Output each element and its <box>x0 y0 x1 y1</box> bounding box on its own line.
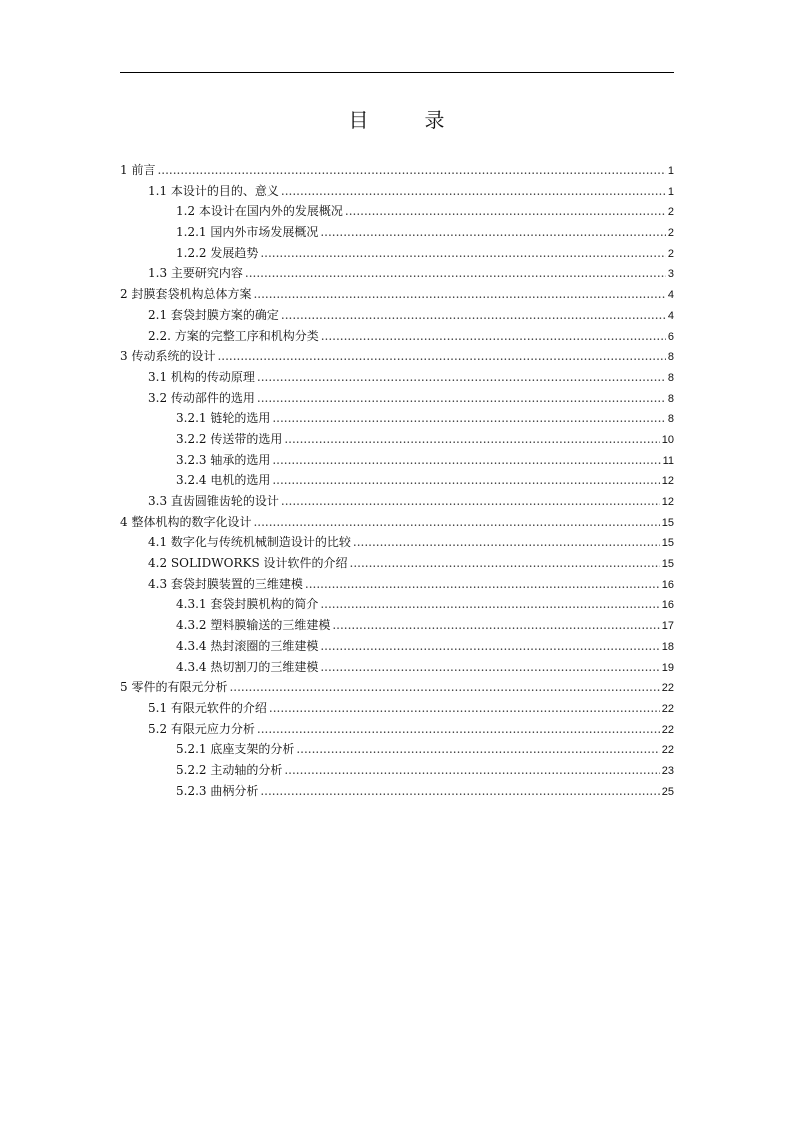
toc-entry-label: 3.2.3 轴承的选用 <box>176 452 271 467</box>
toc-entry-label: 2.1 套袋封膜方案的确定 <box>148 307 279 322</box>
toc-entry-label: 3.2.1 链轮的选用 <box>176 411 271 426</box>
toc-entry[interactable] <box>120 532 674 553</box>
toc-entry-label: 4 整体机构的数字化设计 <box>120 514 252 529</box>
toc-dot-leader <box>272 470 659 491</box>
toc-dot-leader <box>157 160 665 181</box>
toc-dot-leader <box>284 429 659 450</box>
toc-dot-leader <box>320 636 659 657</box>
toc-entry[interactable] <box>120 657 674 678</box>
toc-dot-leader <box>229 677 659 698</box>
toc-dot-leader <box>281 491 660 512</box>
toc-entry-page-number: 18 <box>661 640 674 653</box>
toc-entry[interactable] <box>120 450 674 471</box>
toc-entry-label: 5 零件的有限元分析 <box>120 680 228 695</box>
toc-entry-label: 1 前言 <box>120 163 156 177</box>
header-rule <box>120 72 674 73</box>
toc-entry[interactable] <box>120 222 674 243</box>
toc-entry[interactable] <box>120 346 674 367</box>
toc-entry[interactable] <box>120 429 674 450</box>
toc-entry[interactable] <box>120 367 674 388</box>
toc-entry-label: 5.2.2 主动轴的分析 <box>176 762 283 777</box>
toc-entry-page-number: 23 <box>661 764 674 777</box>
toc-entry-page-number: 8 <box>667 392 674 405</box>
toc-entry[interactable] <box>120 553 674 574</box>
toc-entry[interactable] <box>120 181 674 202</box>
toc-entry-page-number: 1 <box>667 185 674 198</box>
toc-entry-page-number: 12 <box>661 496 674 508</box>
toc-entry-page-number: 11 <box>662 454 674 467</box>
toc-dot-leader <box>350 553 660 574</box>
toc-entry[interactable] <box>120 408 674 429</box>
toc-entry[interactable] <box>120 470 674 491</box>
toc-entry-label: 5.2 有限元应力分析 <box>148 721 255 736</box>
toc-dot-leader <box>296 739 659 760</box>
toc-entry-label: 2 封膜套袋机构总体方案 <box>120 287 252 302</box>
toc-dot-leader <box>332 615 659 636</box>
toc-dot-leader <box>253 284 665 305</box>
toc-entry-label: 1.3 主要研究内容 <box>148 266 243 281</box>
toc-dot-leader <box>260 781 659 802</box>
toc-entry-label: 4.3.4 热切割刀的三维建模 <box>176 659 319 674</box>
toc-entry[interactable] <box>120 574 674 595</box>
toc-entry-page-number: 8 <box>667 351 674 364</box>
toc-entry-page-number: 1 <box>667 165 674 177</box>
toc-entry-page-number: 15 <box>661 558 674 571</box>
toc-entry[interactable] <box>120 760 674 781</box>
toc-dot-leader <box>217 346 665 367</box>
toc-entry-label: 4.2 SOLIDWORKS 设计软件的介绍 <box>148 556 348 571</box>
toc-entry[interactable] <box>120 326 674 347</box>
toc-dot-leader <box>272 408 666 429</box>
toc-entry-page-number: 8 <box>667 413 674 426</box>
toc-entry[interactable] <box>120 284 674 305</box>
toc-entry-label: 1.1 本设计的目的、意义 <box>148 183 279 198</box>
toc-entry-page-number: 12 <box>661 475 674 488</box>
toc-entry-label: 4.3 套袋封膜装置的三维建模 <box>148 576 303 591</box>
toc-entry[interactable] <box>120 243 674 264</box>
toc-entry-label: 4.1 数字化与传统机械制造设计的比较 <box>148 535 351 550</box>
toc-entry-label: 3.2.4 电机的选用 <box>176 473 271 488</box>
toc-dot-leader <box>269 698 660 719</box>
toc-entry-page-number: 15 <box>661 516 674 529</box>
toc-entry[interactable] <box>120 594 674 615</box>
toc-entry[interactable] <box>120 677 674 698</box>
toc-dot-leader <box>345 201 666 222</box>
toc-entry[interactable] <box>120 698 674 719</box>
toc-entry[interactable] <box>120 263 674 284</box>
toc-entry-label: 3.2 传动部件的选用 <box>148 390 255 405</box>
toc-entry[interactable] <box>120 305 674 326</box>
toc-dot-leader <box>257 367 666 388</box>
toc-entry[interactable] <box>120 512 674 533</box>
toc-dot-leader <box>320 657 659 678</box>
toc-dot-leader <box>257 388 666 409</box>
toc-entry-page-number: 3 <box>667 268 674 281</box>
toc-entry[interactable] <box>120 615 674 636</box>
toc-entry-page-number: 16 <box>661 578 674 591</box>
toc-entry-label: 4.3.1 套袋封膜机构的简介 <box>176 597 319 612</box>
toc-entry-label: 3 传动系统的设计 <box>120 349 216 364</box>
toc-entry[interactable] <box>120 739 674 760</box>
toc-entry-label: 3.1 机构的传动原理 <box>148 369 255 384</box>
toc-entry-page-number: 19 <box>661 661 674 674</box>
toc-entry-page-number: 4 <box>667 309 674 322</box>
toc-entry[interactable] <box>120 719 674 740</box>
toc-dot-leader <box>320 222 666 243</box>
toc-entry-page-number: 25 <box>661 785 674 798</box>
toc-entry-page-number: 2 <box>667 247 674 260</box>
toc-entry-page-number: 10 <box>661 433 674 446</box>
toc-entry-label: 3.3 直齿圆锥齿轮的设计 <box>148 494 279 508</box>
toc-dot-leader <box>260 243 666 264</box>
toc-dot-leader <box>320 594 659 615</box>
toc-entry-label: 5.2.1 底座支架的分析 <box>176 742 295 757</box>
toc-entry-page-number: 22 <box>661 723 674 736</box>
toc-entry-label: 4.3.4 热封滚圈的三维建模 <box>176 638 319 653</box>
toc-entry[interactable] <box>120 388 674 409</box>
toc-entry-page-number: 22 <box>661 744 674 757</box>
toc-entry-label: 4.3.2 塑料膜输送的三维建模 <box>176 618 331 633</box>
toc-dot-leader <box>284 760 659 781</box>
toc-entry-label: 3.2.2 传送带的选用 <box>176 431 283 446</box>
toc-entry-label: 1.2 本设计在国内外的发展概况 <box>176 204 343 219</box>
toc-dot-leader <box>245 263 666 284</box>
toc-dot-leader <box>272 450 660 471</box>
toc-title: 目 录 <box>348 108 463 132</box>
toc-entry-page-number: 22 <box>661 682 674 695</box>
toc-entry-page-number: 4 <box>667 289 674 302</box>
toc-entry-page-number: 2 <box>667 227 674 240</box>
toc-entry[interactable] <box>120 160 674 181</box>
toc-entry-label: 2.2. 方案的完整工序和机构分类 <box>148 328 319 343</box>
toc-entry[interactable] <box>120 201 674 222</box>
toc-entry-label: 1.2.1 国内外市场发展概况 <box>176 225 319 240</box>
toc-entry-page-number: 17 <box>661 620 674 633</box>
toc-entry-page-number: 16 <box>661 599 674 612</box>
toc-dot-leader <box>321 326 666 347</box>
toc-entry-page-number: 8 <box>667 371 674 384</box>
toc-entry[interactable] <box>120 781 674 802</box>
toc-entry-page-number: 15 <box>661 537 674 550</box>
toc-entry-label: 5.2.3 曲柄分析 <box>176 783 259 798</box>
toc-entry[interactable] <box>120 636 674 657</box>
toc-entry-label: 1.2.2 发展趋势 <box>176 245 259 260</box>
toc-entry[interactable] <box>120 491 674 512</box>
toc-dot-leader <box>281 305 666 326</box>
toc-entry-page-number: 22 <box>661 702 674 715</box>
toc-entry-page-number: 6 <box>667 330 674 343</box>
toc-entry-label: 5.1 有限元软件的介绍 <box>148 700 267 715</box>
toc-entry-page-number: 2 <box>667 206 674 219</box>
toc-dot-leader <box>305 574 660 595</box>
toc-dot-leader <box>257 719 660 740</box>
toc-dot-leader <box>281 181 666 202</box>
toc-list <box>120 160 674 801</box>
toc-dot-leader <box>253 512 659 533</box>
toc-dot-leader <box>353 532 660 553</box>
